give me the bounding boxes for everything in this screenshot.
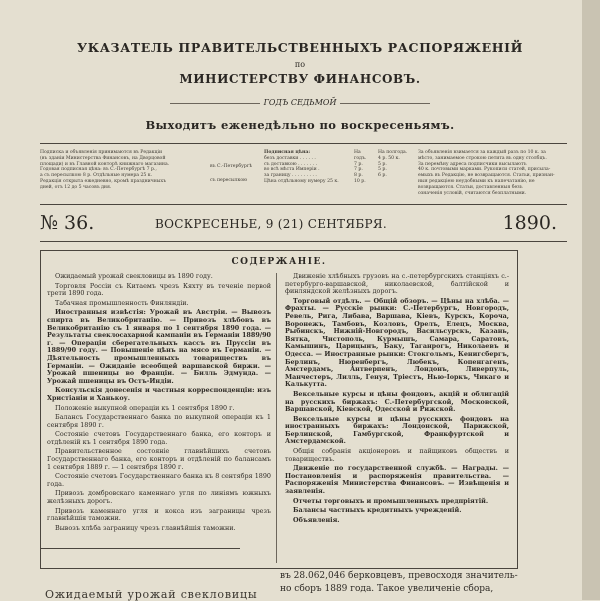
issue-date: ВОСКРЕСЕНЬЕ, 9 (21) СЕНТЯБРЯ.: [155, 217, 387, 231]
article-line: въ 28.062,046 берковцевъ, превосходя значитель-: [280, 571, 518, 581]
publication-frequency: Выходитъ еженедѣльно по воскресеньямъ.: [145, 118, 455, 132]
info-price-row: во всѣ мѣста Имперіи .: [264, 167, 320, 173]
info-price-footer: Цѣна отдѣльному нумеру 25 к.: [264, 178, 339, 184]
contents-entry: Состояніе счетовъ Государственнаго банка, его конторъ и отдѣленій къ 1 сентября 1890 года.: [47, 430, 271, 446]
info-right-line: мѣсто, занимаемое строкою петита въ одну столбцъ.: [418, 155, 547, 161]
year-label: ГОДЪ СЕДЬМОЙ: [263, 98, 337, 107]
masthead-title-po: по: [294, 60, 306, 69]
contents-entry: Привозъ каменнаго угля и кокса изъ заграницы чрезъ главнѣйшія таможни.: [47, 506, 271, 523]
info-left-line: дней, отъ 12 до 5 часовъ дня.: [40, 184, 112, 190]
contents-entry: Общія собранія акціонеровъ и пайщиковъ обществъ и товариществъ.: [285, 447, 509, 463]
info-year-column: [354, 150, 370, 185]
info-half-column: [378, 150, 408, 179]
contents-entry: Ожидаемый урожай свекловицы въ 1890 году.: [55, 272, 213, 280]
info-city-postal: съ пересылкою: [210, 177, 248, 183]
info-right-line: означенія условій, считаются безплатными.: [418, 190, 527, 196]
contents-entry: Вывозъ хлѣба заграницу чрезъ главнѣйшія таможни.: [55, 523, 236, 532]
info-city-spb: въ С.-Петербургѣ: [210, 164, 253, 169]
info-right-line: За объявленія взимается за каждый разъ по 10 к. за: [418, 150, 546, 155]
info-price-head: Подписная цѣна:: [264, 150, 311, 155]
article-title: Ожидаемый урожай свекловицы: [45, 588, 258, 601]
box-rule-left: [40, 548, 240, 549]
info-half-value: 4 р. 50 к.: [378, 155, 400, 161]
masthead-title-line1: УКАЗАТЕЛЬ ПРАВИТЕЛЬСТВЕННЫХЪ РАСПОРЯЖЕНІЙ: [76, 40, 524, 55]
info-price-row: безъ доставки . . . . . .: [264, 155, 316, 161]
info-right-line: емыхъ въ Редакцію, не возвращаются. Статьи, признан-: [418, 173, 555, 179]
issue-year: 1890.: [502, 212, 557, 234]
info-year-value: 7 р.: [354, 167, 363, 173]
contents-right-column: [285, 273, 509, 526]
contents-entry: Балансъ Государственнаго банка по выкупной операціи къ 1 сентября 1890 г.: [47, 413, 271, 429]
info-right-line: За перемѣну адреса подписчики высылаютъ: [418, 161, 527, 167]
contents-left-column: [47, 273, 271, 534]
info-price-row: за границу . . . . . . . . .: [264, 173, 317, 179]
contents-entry: Объявленія.: [293, 515, 340, 524]
contents-entry: Вексельные курсы и цѣны русскихъ фондовъ на иностранныхъ биржахъ: Лондонской, Парижской, Берлинской, Гамбургской, Франкфуртской и Амстердамской.: [285, 414, 509, 446]
issue-number: № 36.: [40, 212, 95, 234]
info-year-value: 8 р.: [354, 173, 363, 179]
contents-entry: Вексельные курсы и цѣны фондовъ, акцій и облигацій на русскихъ биржахъ: С.-Петербургской, Московской, Варшавской, Кіевской, Одесской и Рижской.: [285, 389, 509, 414]
info-right-line: 40 к. почтовыми марками. Рукописи статей, присыла-: [418, 167, 551, 173]
page-edge-shadow: [582, 0, 600, 600]
info-left-line: а съ пересылкою 8 р. Отдѣльные нумера 25 к.: [40, 173, 153, 179]
contents-box: [40, 250, 518, 569]
info-half-value: 6 р.: [378, 173, 387, 179]
year-rule-right: [340, 103, 430, 104]
issue-bar-divider: [40, 241, 567, 242]
info-year-value: 7 р.: [354, 161, 363, 167]
article-text: [280, 570, 570, 596]
info-half-value: 5 р.: [378, 167, 387, 173]
info-year-head: На годъ.: [354, 150, 367, 161]
info-left-line: Годовая подписная цѣна: въ С.-Петербургѣ 7 р.,: [40, 167, 157, 173]
info-right-line: возвращаются. Статьи, доставленныя безъ: [418, 184, 523, 190]
contents-column-divider: [276, 273, 277, 563]
info-left-line: Редакція открыта ежедневно, кромѣ праздничныхъ: [40, 178, 166, 184]
info-year-value: 10 р.: [354, 178, 366, 184]
info-price-row: съ доставкою . . . . . . .: [264, 161, 318, 167]
header-divider-top: [40, 143, 567, 144]
info-city-column: [210, 164, 258, 184]
info-price-column: [264, 150, 352, 185]
contents-entry: Положеніе выкупной операціи къ 1 сентября 1890 г.: [55, 403, 235, 412]
contents-entry: Балансы частныхъ кредитныхъ учрежденій.: [293, 506, 462, 515]
contents-entry: Правительственное состояніе главнѣйшихъ счетовъ Государственнаго банка, его конторъ и отдѣленій по балансамъ 1 сентября 1889 г. — 1 сентября 1890 г.: [47, 447, 271, 471]
info-left-line: Подписка и объявленія принимаются въ Редакціи: [40, 150, 163, 155]
info-left-line: площади) и въ Главной конторѣ книжнаго магазина.: [40, 161, 170, 167]
contents-entry: Иностранныя извѣстія: Урожай въ Австріи. — Вывозъ спирта въ Великобританію. — Привозъ хлѣбовъ въ Великобританію съ 1 января по 1 сентября 1890 года. — Результаты свеклосахарной кампаніи въ Германіи 1889/90 г. — Операціи сберегательныхъ кассъ въ Пруссіи въ 1889/90 году. — Повышеніе цѣнъ на мясо въ Германіи. — Дѣятельность промышленныхъ товариществъ въ Германіи. — Ожиданіе всеобщей варшавской биржи. — Урожай пшеницы во Франціи. — Билль Эдмунда. — Урожай пшеницы въ Остъ-Индіи.: [47, 308, 271, 385]
issue-bar: [40, 212, 567, 238]
info-right-column: [418, 150, 567, 196]
contents-entry: Движеніе по государственной службѣ. — Награды. — Постановленія и распоряженія правительства. — Распоряженія Министерства Финансовъ. — Извѣщенія и заявленія.: [285, 464, 509, 496]
article-line: но сборъ 1889 года. Такое увеличеніе сбора,: [280, 584, 494, 594]
contents-entry: Привозъ домбровскаго каменнаго угля по линіямъ южныхъ желѣзныхъ дорогъ.: [47, 489, 271, 506]
info-right-line: ныя редакціею неудобными къ напечатанію, не: [418, 178, 535, 184]
contents-entry: Консульскія донесенія и частныя корреспонденціи: изъ Христіаніи и Ханькоу.: [47, 386, 271, 402]
contents-entry: Торговый отдѣлъ. — Общій обзоръ. — Цѣны на хлѣба. — Фрахты. — Русскіе рынки: С.-Петербургъ, Новгородъ, Ревель, Рига, Либава, Варшава, Кіевъ, Курскъ, Короча, Воронежъ, Тамбовъ, Козловъ, Орелъ, Елецъ, Москва, Рыбинскъ, Нижній-Новгородъ, Васильсурскъ, Казань, Вятка, Чистополь, Курмышъ, Самара, Саратовъ, Камышинъ, Царицынъ, Баку, Таганрогъ, Николаевъ и Одесса. — Иностранные рынки: Стокгольмъ, Кенигсбергъ, Берлинъ, Нюренбергъ, Любекъ, Копенгагенъ, Амстердамъ, Антверпенъ, Лондонъ, Ливерпуль, Манчестеръ, Лилль, Генуя, Тріестъ, Нью-Іоркъ, Чикаго и Калькутта.: [285, 296, 509, 389]
info-left-line: (въ зданіи Министерства Финансовъ, на Дворцовой: [40, 155, 166, 161]
contents-entry: Состояніе счетовъ Государственнаго банка къ 8 сентября 1890 года.: [47, 472, 271, 488]
info-half-head: На полгода.: [378, 150, 408, 155]
masthead-title-line2: МИНИСТЕРСТВУ ФИНАНСОВЪ.: [179, 72, 421, 86]
header-divider-bottom: [40, 204, 567, 205]
info-half-value: 5 р.: [378, 161, 387, 167]
contents-entry: Торговля Россіи съ Китаемъ чрезъ Кяхту въ теченіе первой трети 1890 года.: [47, 281, 271, 298]
contents-entry: Движеніе хлѣбныхъ грузовъ на с.-петербургскихъ станціяхъ с.-петербурго-варшавской, николаевской, балтійской и финляндской желѣзныхъ дорогъ.: [285, 272, 509, 296]
contents-entry: Табачная промышленность Финляндіи.: [55, 298, 189, 307]
info-left-column: [40, 150, 200, 191]
contents-title: СОДЕРЖАНІЕ.: [231, 257, 327, 267]
contents-entry: Отчеты торговыхъ и промышленныхъ предпріятій.: [293, 496, 489, 505]
